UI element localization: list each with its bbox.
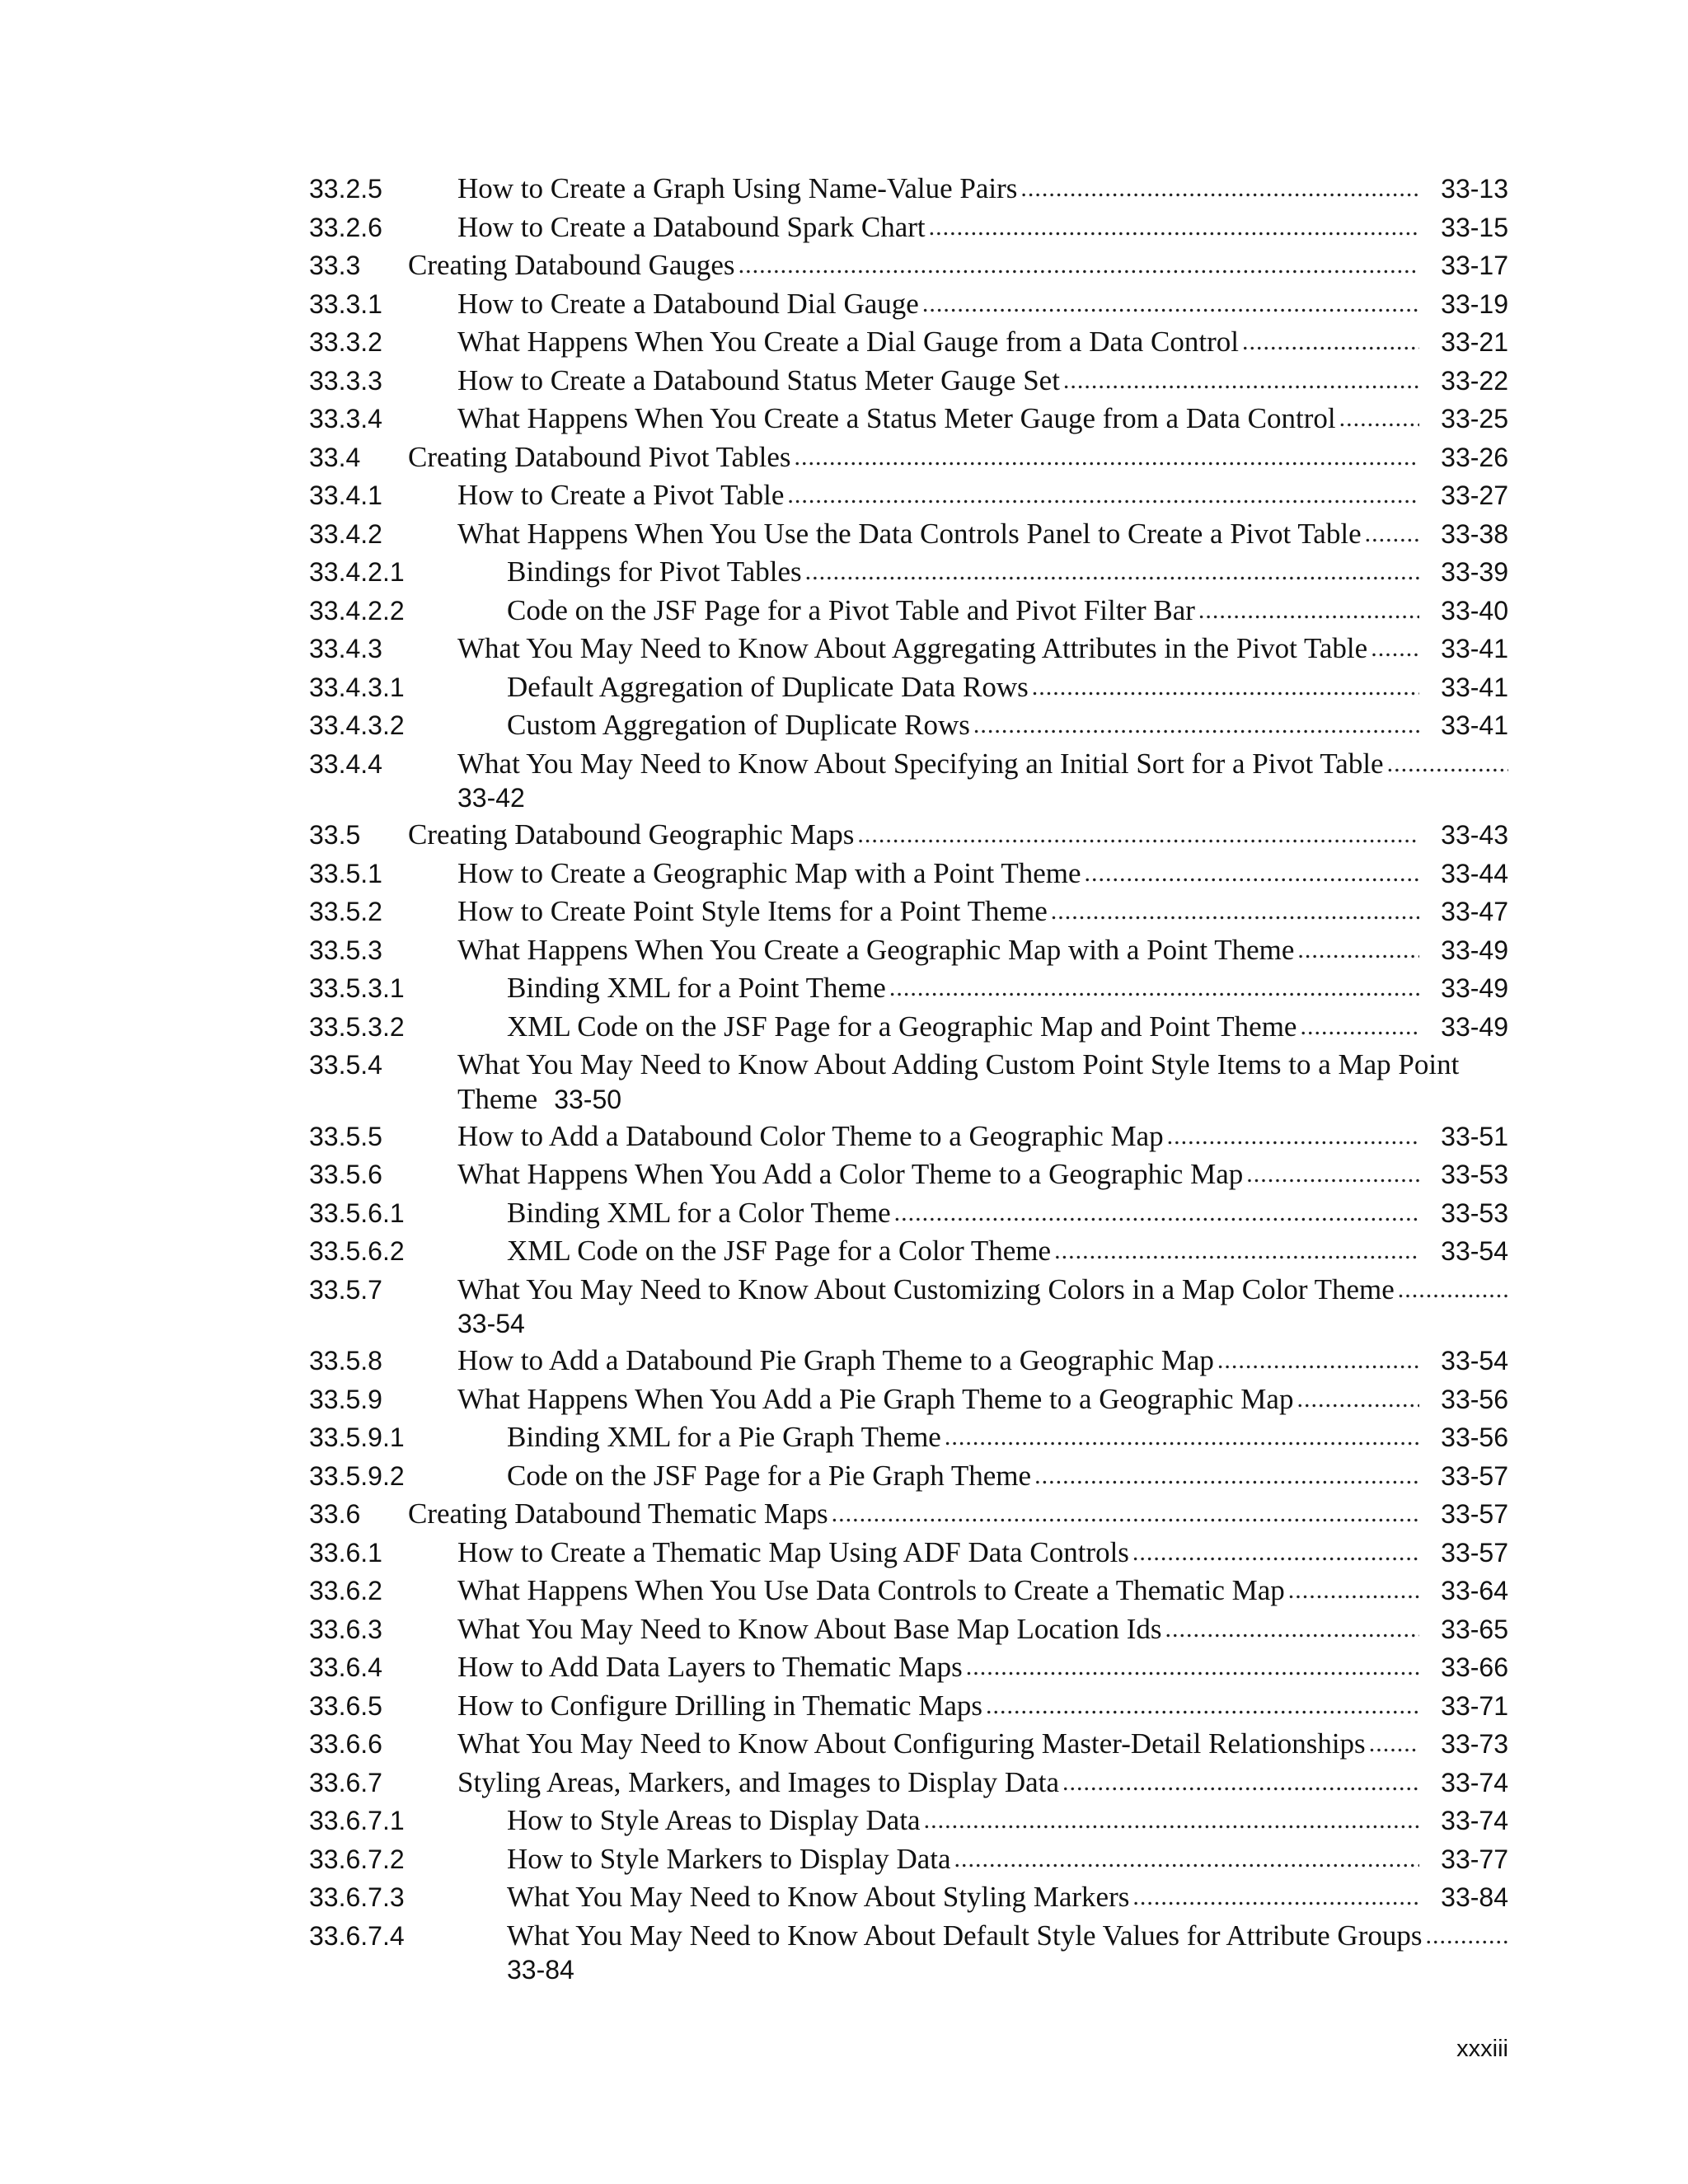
- dot-leader: [1217, 1342, 1419, 1380]
- toc-entry-title[interactable]: How to Add a Databound Color Theme to a Geographic Map: [457, 1118, 1164, 1156]
- dot-leader: [954, 1840, 1419, 1879]
- toc-entry-number: 33.5.2: [309, 897, 382, 926]
- dot-leader: [1300, 1008, 1419, 1047]
- toc-entry[interactable]: [309, 969, 1508, 1008]
- toc-entry-title[interactable]: How to Add Data Layers to Thematic Maps: [457, 1648, 963, 1687]
- toc-entry-title[interactable]: What You May Need to Know About Specifying an Initial Sort for a Pivot Table: [457, 745, 1384, 784]
- toc-entry-number: 33.4: [309, 442, 361, 472]
- toc-entry-title[interactable]: XML Code on the JSF Page for a Color Theme: [507, 1232, 1051, 1271]
- toc-entry-number: 33.6.3: [309, 1614, 382, 1644]
- toc-entry[interactable]: [309, 1840, 1508, 1879]
- toc-entry-title[interactable]: What Happens When You Create a Dial Gauge from a Data Control: [457, 323, 1239, 362]
- toc-entry-number: 33.3.2: [309, 327, 382, 357]
- toc-entry[interactable]: [309, 816, 1508, 855]
- toc-entry-page[interactable]: 33-39: [1441, 557, 1508, 587]
- dot-leader: [1387, 745, 1508, 784]
- toc-entry[interactable]: [309, 668, 1508, 707]
- toc-entry-number: 33.2.5: [309, 174, 382, 204]
- toc-entry-title[interactable]: How to Create Point Style Items for a Point Theme: [457, 893, 1048, 931]
- toc-entry-title-continued[interactable]: Theme: [457, 1082, 538, 1115]
- toc-entry-title[interactable]: Default Aggregation of Duplicate Data Rows: [507, 668, 1029, 707]
- toc-entry-number: 33.5.6.2: [309, 1236, 405, 1266]
- toc-entry-number: 33.5.3.2: [309, 1011, 405, 1042]
- toc-entry-number: 33.6.5: [309, 1690, 382, 1721]
- toc-entry[interactable]: [309, 285, 1508, 324]
- toc-entry-title[interactable]: Binding XML for a Point Theme: [507, 969, 886, 1008]
- toc-entry-page[interactable]: 33-21: [1441, 327, 1508, 357]
- toc-entry-number: 33.6.7.3: [309, 1882, 405, 1912]
- toc-entry-page[interactable]: 33-74: [1441, 1806, 1508, 1835]
- dot-leader: [945, 1418, 1419, 1457]
- toc-entry[interactable]: [309, 209, 1508, 247]
- toc-entry-page[interactable]: 33-84: [507, 1955, 574, 1985]
- toc-entry[interactable]: [309, 438, 1508, 477]
- toc-entry[interactable]: [309, 1008, 1508, 1047]
- dot-leader: [1339, 400, 1419, 438]
- toc-entry-number: 33.6.2: [309, 1576, 382, 1605]
- toc-entry-title[interactable]: What You May Need to Know About Customizing Colors in a Map Color Theme: [457, 1271, 1395, 1310]
- dot-leader: [857, 816, 1419, 855]
- toc-entry-title[interactable]: Binding XML for a Pie Graph Theme: [507, 1418, 941, 1457]
- dot-leader: [1296, 1380, 1419, 1419]
- toc-entry-page[interactable]: 33-84: [1441, 1882, 1508, 1912]
- toc-entry-number: 33.6.7.1: [309, 1806, 405, 1835]
- toc-entry-title[interactable]: What Happens When You Add a Pie Graph Theme to a Geographic Map: [457, 1380, 1293, 1419]
- toc-entry-page[interactable]: 33-53: [1441, 1160, 1508, 1189]
- dot-leader: [1167, 1118, 1419, 1156]
- toc-entry[interactable]: [309, 1687, 1508, 1726]
- page-folio: xxxiii: [1456, 2036, 1508, 2062]
- dot-leader: [1198, 592, 1419, 630]
- toc-entry[interactable]: [309, 630, 1508, 668]
- toc-entry-page[interactable]: 33-65: [1441, 1614, 1508, 1644]
- dot-leader: [738, 246, 1419, 285]
- toc-entry-title[interactable]: How to Style Markers to Display Data: [507, 1840, 951, 1879]
- toc-entry[interactable]: [309, 592, 1508, 630]
- toc-entry-number: 33.5.9.1: [309, 1422, 405, 1452]
- toc-entry-page[interactable]: 33-54: [1441, 1236, 1508, 1266]
- toc-entry[interactable]: [309, 170, 1508, 209]
- dot-leader: [1020, 170, 1419, 209]
- toc-entry-title[interactable]: How to Create a Databound Spark Chart: [457, 209, 926, 247]
- toc-entry[interactable]: [309, 1418, 1508, 1457]
- toc-entry[interactable]: [309, 1572, 1508, 1610]
- toc-entry[interactable]: [309, 515, 1508, 554]
- dot-leader: [922, 285, 1419, 324]
- toc-entry[interactable]: [309, 1725, 1508, 1764]
- toc-entry[interactable]: [309, 1764, 1508, 1802]
- toc-entry-page[interactable]: 33-40: [1441, 595, 1508, 626]
- toc-entry-title[interactable]: What Happens When You Use Data Controls to Create a Thematic Map: [457, 1572, 1285, 1610]
- toc-entry-number: 33.5.4: [309, 1050, 382, 1080]
- dot-leader: [1132, 1878, 1419, 1917]
- toc-entry-title[interactable]: How to Create a Geographic Map with a Point Theme: [457, 855, 1081, 893]
- toc-entry[interactable]: [309, 1457, 1508, 1496]
- dot-leader: [1032, 668, 1419, 707]
- dot-leader: [1051, 893, 1419, 931]
- toc-entry[interactable]: [309, 706, 1508, 745]
- toc-entry-title[interactable]: How to Add a Databound Pie Graph Theme to a Geographic Map: [457, 1342, 1214, 1380]
- toc-entry-number: 33.5.6.1: [309, 1197, 405, 1228]
- toc-entry-title[interactable]: What Happens When You Create a Status Meter Gauge from a Data Control: [457, 400, 1336, 438]
- toc-entry-page[interactable]: 33-43: [1441, 820, 1508, 850]
- toc-entry-number: 33.3.4: [309, 404, 382, 434]
- dot-leader: [1054, 1232, 1419, 1271]
- toc-entry-title[interactable]: What You May Need to Know About Default Style Values for Attribute Groups: [507, 1917, 1422, 1956]
- toc-entry-number: 33.6.7.4: [309, 1920, 405, 1951]
- toc-entry-title[interactable]: What Happens When You Add a Color Theme to a Geographic Map: [457, 1155, 1243, 1194]
- toc-entry[interactable]: [309, 1194, 1508, 1233]
- toc-entry-page[interactable]: 33-25: [1441, 404, 1508, 434]
- toc-entry-number: 33.3.3: [309, 365, 382, 396]
- dot-leader: [1085, 855, 1419, 893]
- toc-entry[interactable]: [309, 1232, 1508, 1271]
- dot-leader: [966, 1648, 1419, 1687]
- toc-entry-page[interactable]: 33-50: [554, 1084, 622, 1114]
- toc-entry-title[interactable]: Creating Databound Thematic Maps: [408, 1495, 828, 1534]
- toc-entry[interactable]: [309, 1534, 1508, 1572]
- toc-entry-title[interactable]: Custom Aggregation of Duplicate Rows: [507, 706, 970, 745]
- toc-entry[interactable]: [309, 246, 1508, 285]
- toc-entry-page[interactable]: 33-64: [1441, 1576, 1508, 1605]
- toc-entry-page[interactable]: 33-44: [1441, 858, 1508, 888]
- toc-entry-page[interactable]: 33-17: [1441, 251, 1508, 280]
- toc-entry-number: 33.4.1: [309, 480, 382, 510]
- toc-entry-number: 33.3: [309, 251, 361, 280]
- toc-entry-title[interactable]: Bindings for Pivot Tables: [507, 553, 802, 592]
- toc-entry-title[interactable]: Styling Areas, Markers, and Images to Display Data: [457, 1764, 1059, 1802]
- toc-entry-page[interactable]: 33-71: [1441, 1690, 1508, 1721]
- toc-entry-title[interactable]: What You May Need to Know About Styling Markers: [507, 1878, 1129, 1917]
- toc-entry[interactable]: [309, 323, 1508, 362]
- table-of-contents: [309, 170, 1508, 1988]
- toc-entry-title[interactable]: How to Create a Pivot Table: [457, 476, 784, 515]
- toc-entry[interactable]: [309, 1155, 1508, 1194]
- toc-entry-title[interactable]: What Happens When You Use the Data Controls Panel to Create a Pivot Table: [457, 515, 1362, 554]
- toc-entry[interactable]: [309, 400, 1508, 438]
- toc-entry-title[interactable]: How to Configure Drilling in Thematic Maps: [457, 1687, 982, 1726]
- dot-leader: [1369, 1725, 1419, 1764]
- toc-entry-page[interactable]: 33-47: [1441, 897, 1508, 926]
- toc-entry-page[interactable]: 33-49: [1441, 1011, 1508, 1042]
- toc-entry-number: 33.5: [309, 820, 361, 850]
- dot-leader: [1297, 931, 1419, 970]
- toc-entry-page[interactable]: 33-53: [1441, 1197, 1508, 1228]
- toc-entry-page[interactable]: 33-51: [1441, 1121, 1508, 1151]
- toc-entry-title[interactable]: Binding XML for a Color Theme: [507, 1194, 891, 1233]
- dot-leader: [1425, 1917, 1508, 1956]
- toc-entry-number: 33.5.3: [309, 935, 382, 965]
- dot-leader: [787, 476, 1419, 515]
- toc-entry-number: 33.5.8: [309, 1346, 382, 1376]
- toc-entry-page[interactable]: 33-54: [1441, 1346, 1508, 1376]
- dot-leader: [794, 438, 1419, 477]
- dot-leader: [1242, 323, 1419, 362]
- toc-entry-page[interactable]: 33-41: [1441, 672, 1508, 702]
- toc-entry-title[interactable]: XML Code on the JSF Page for a Geographic Map and Point Theme: [507, 1008, 1296, 1047]
- toc-entry[interactable]: [309, 855, 1508, 893]
- toc-entry-page[interactable]: 33-56: [1441, 1384, 1508, 1414]
- toc-entry-page[interactable]: 33-41: [1441, 710, 1508, 740]
- dot-leader: [1371, 630, 1419, 668]
- dot-leader: [1062, 1764, 1419, 1802]
- toc-entry-number: 33.6: [309, 1499, 361, 1529]
- dot-leader: [1063, 362, 1419, 401]
- toc-entry-page[interactable]: 33-57: [1441, 1537, 1508, 1568]
- toc-entry-number: 33.4.3.2: [309, 710, 405, 740]
- toc-entry-title[interactable]: What You May Need to Know About Adding Custom Point Style Items to a Map Point: [457, 1046, 1459, 1085]
- dot-leader: [924, 1802, 1419, 1840]
- toc-entry-number: 33.5.5: [309, 1121, 382, 1151]
- toc-entry-number: 33.4.3: [309, 634, 382, 663]
- toc-entry[interactable]: [309, 1878, 1508, 1917]
- toc-entry[interactable]: [309, 745, 1508, 813]
- dot-leader: [986, 1687, 1419, 1726]
- dot-leader: [1132, 1534, 1419, 1572]
- toc-entry-title[interactable]: Creating Databound Pivot Tables: [408, 438, 790, 477]
- toc-entry-title[interactable]: How to Create a Thematic Map Using ADF Data Controls: [457, 1534, 1129, 1572]
- toc-entry-number: 33.6.4: [309, 1652, 382, 1682]
- toc-entry-number: 33.4.3.1: [309, 672, 405, 702]
- toc-entry[interactable]: [309, 1271, 1508, 1339]
- toc-entry-page[interactable]: 33-26: [1441, 442, 1508, 472]
- dot-leader: [805, 553, 1419, 592]
- toc-entry[interactable]: [309, 893, 1508, 931]
- toc-entry-title[interactable]: Code on the JSF Page for a Pivot Table and Pivot Filter Bar: [507, 592, 1195, 630]
- toc-entry[interactable]: [309, 1118, 1508, 1156]
- toc-entry-page[interactable]: 33-74: [1441, 1767, 1508, 1797]
- toc-entry-page[interactable]: 33-49: [1441, 935, 1508, 965]
- toc-entry-page[interactable]: 33-66: [1441, 1652, 1508, 1682]
- toc-entry[interactable]: [309, 1495, 1508, 1534]
- toc-entry-number: 33.6.7.2: [309, 1844, 405, 1874]
- toc-entry[interactable]: [309, 1610, 1508, 1649]
- toc-entry-number: 33.4.2.1: [309, 557, 405, 587]
- dot-leader: [894, 1194, 1419, 1233]
- toc-entry-page[interactable]: 33-49: [1441, 973, 1508, 1003]
- toc-entry-page[interactable]: 33-41: [1441, 634, 1508, 663]
- dot-leader: [1165, 1610, 1419, 1649]
- toc-entry-title[interactable]: What You May Need to Know About Base Map Location Ids: [457, 1610, 1161, 1649]
- dot-leader: [1365, 515, 1419, 554]
- dot-leader: [1034, 1457, 1419, 1496]
- toc-entry-title[interactable]: How to Create a Graph Using Name-Value Pairs: [457, 170, 1017, 209]
- toc-entry-number: 33.6.6: [309, 1729, 382, 1759]
- dot-leader: [973, 706, 1419, 745]
- toc-entry-title[interactable]: Code on the JSF Page for a Pie Graph Theme: [507, 1457, 1031, 1496]
- toc-entry-page[interactable]: 33-22: [1441, 365, 1508, 396]
- toc-entry-number: 33.5.7: [309, 1274, 382, 1305]
- toc-entry-title[interactable]: How to Create a Databound Status Meter Gauge Set: [457, 362, 1060, 401]
- toc-entry-title[interactable]: How to Create a Databound Dial Gauge: [457, 285, 919, 324]
- toc-entry[interactable]: [309, 553, 1508, 592]
- toc-entry-page[interactable]: 33-13: [1441, 174, 1508, 204]
- toc-entry-title[interactable]: Creating Databound Gauges: [408, 246, 735, 285]
- toc-entry-page[interactable]: 33-57: [1441, 1499, 1508, 1529]
- toc-entry-number: 33.6.1: [309, 1537, 382, 1568]
- toc-entry-number: 33.5.9: [309, 1384, 382, 1414]
- toc-entry-number: 33.5.3.1: [309, 973, 405, 1003]
- toc-entry-title[interactable]: What Happens When You Create a Geographic Map with a Point Theme: [457, 931, 1294, 970]
- toc-entry[interactable]: [309, 931, 1508, 970]
- toc-entry[interactable]: [309, 1802, 1508, 1840]
- toc-entry[interactable]: [309, 1917, 1508, 1985]
- toc-entry-number: 33.5.1: [309, 858, 382, 888]
- dot-leader: [1288, 1572, 1419, 1610]
- toc-entry-number: 33.3.1: [309, 288, 382, 319]
- toc-entry-number: 33.4.4: [309, 748, 382, 779]
- dot-leader: [832, 1495, 1419, 1534]
- toc-entry[interactable]: [309, 1380, 1508, 1419]
- toc-entry[interactable]: [309, 1342, 1508, 1380]
- toc-entry-page[interactable]: 33-57: [1441, 1460, 1508, 1491]
- toc-entry-page[interactable]: 33-38: [1441, 518, 1508, 549]
- dot-leader: [1398, 1271, 1508, 1310]
- toc-entry-page[interactable]: 33-77: [1441, 1844, 1508, 1874]
- toc-entry-title[interactable]: Creating Databound Geographic Maps: [408, 816, 854, 855]
- dot-leader: [889, 969, 1419, 1008]
- toc-entry-number: 33.4.2.2: [309, 595, 405, 626]
- toc-entry-page[interactable]: 33-42: [457, 783, 525, 813]
- toc-entry-title[interactable]: What You May Need to Know About Configuring Master-Detail Relationships: [457, 1725, 1366, 1764]
- toc-entry-number: 33.4.2: [309, 518, 382, 549]
- toc-entry-page[interactable]: 33-19: [1441, 288, 1508, 319]
- toc-entry-page[interactable]: 33-56: [1441, 1422, 1508, 1452]
- toc-entry-page[interactable]: 33-54: [457, 1309, 525, 1338]
- toc-entry-title[interactable]: What You May Need to Know About Aggregating Attributes in the Pivot Table: [457, 630, 1367, 668]
- dot-leader: [929, 209, 1419, 247]
- toc-entry-number: 33.2.6: [309, 212, 382, 242]
- toc-entry[interactable]: [309, 1648, 1508, 1687]
- toc-entry-title[interactable]: How to Style Areas to Display Data: [507, 1802, 921, 1840]
- toc-entry-number: 33.5.9.2: [309, 1460, 405, 1491]
- toc-entry[interactable]: [309, 476, 1508, 515]
- toc-entry-number: 33.5.6: [309, 1160, 382, 1189]
- dot-leader: [1246, 1155, 1419, 1194]
- toc-entry-page[interactable]: 33-15: [1441, 212, 1508, 242]
- toc-entry[interactable]: [309, 362, 1508, 401]
- toc-entry-page[interactable]: 33-27: [1441, 480, 1508, 510]
- toc-entry[interactable]: [309, 1046, 1508, 1114]
- toc-entry-page[interactable]: 33-73: [1441, 1729, 1508, 1759]
- toc-entry-number: 33.6.7: [309, 1767, 382, 1797]
